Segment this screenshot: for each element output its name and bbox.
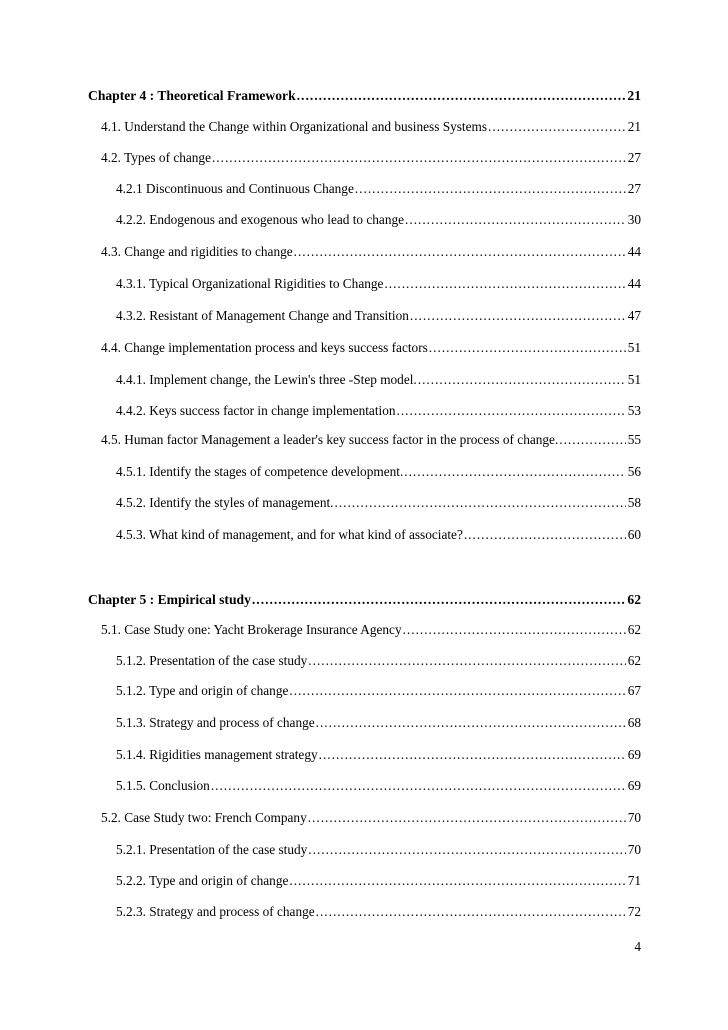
toc-entry-page: 71: [627, 873, 641, 888]
toc-entry-title: Chapter 5 : Empirical study: [88, 592, 251, 607]
toc-leader-dots: [289, 873, 625, 889]
toc-entry-page: 58: [627, 495, 641, 510]
toc-subsection-entry[interactable]: [116, 527, 641, 543]
toc-entry-title: 5.1. Case Study one: Yacht Brokerage Insurance Agency: [101, 622, 402, 637]
toc-entry-page: 51: [627, 372, 641, 387]
toc-subsection-entry[interactable]: [116, 403, 641, 419]
toc-entry-page: 27: [627, 181, 641, 196]
toc-entry-title: 4.2.1 Discontinuous and Continuous Change: [116, 181, 354, 196]
toc-section-entry[interactable]: [101, 244, 641, 260]
toc-entry-page: 67: [627, 683, 641, 698]
toc-entry-title: 5.2.2. Type and origin of change: [116, 873, 289, 888]
toc-leader-dots: [335, 495, 626, 511]
toc-subsection-entry[interactable]: [116, 747, 641, 763]
toc-entry-page: 47: [627, 308, 641, 323]
toc-entry-page: 56: [627, 464, 641, 479]
toc-subsection-entry[interactable]: [116, 372, 641, 388]
toc-entry-title: 5.1.2. Type and origin of change: [116, 683, 289, 698]
toc-entry-title: 4.3. Change and rigidities to change: [101, 244, 293, 259]
toc-entry-title: 4.5.2. Identify the styles of management.: [116, 495, 334, 510]
toc-entry-title: 4.2.2. Endogenous and exogenous who lead to change: [116, 212, 405, 227]
toc-leader-dots: [316, 715, 626, 731]
toc-leader-dots: [429, 340, 626, 356]
toc-leader-dots: [405, 212, 626, 228]
toc-subsection-entry[interactable]: [116, 308, 641, 324]
toc-entry-page: 55: [627, 432, 641, 447]
toc-leader-dots: [464, 527, 626, 543]
toc-chapter-entry[interactable]: [88, 592, 641, 608]
toc-entry-page: 69: [627, 747, 641, 762]
toc-subsection-entry[interactable]: [116, 653, 641, 669]
toc-leader-dots: [355, 181, 626, 197]
toc-entry-title: 4.4.1. Implement change, the Lewin's three -Step model.: [116, 372, 417, 387]
toc-entry-title: 5.2. Case Study two: French Company: [101, 810, 307, 825]
toc-leader-dots: [488, 119, 626, 135]
toc-leader-dots: [403, 622, 626, 638]
toc-entry-page: 51: [627, 340, 641, 355]
toc-entry-title: 4.5.1. Identify the stages of competence development.: [116, 464, 404, 479]
toc-leader-dots: [316, 904, 626, 920]
toc-chapter-entry[interactable]: [88, 88, 641, 104]
toc-leader-dots: [297, 88, 626, 104]
toc-entry-page: 62: [627, 622, 641, 637]
toc-subsection-entry[interactable]: [116, 778, 641, 794]
toc-entry-title: 4.3.1. Typical Organizational Rigidities to Change: [116, 276, 384, 291]
toc-subsection-entry[interactable]: [116, 715, 641, 731]
toc-leader-dots: [289, 683, 625, 699]
toc-section-entry[interactable]: [101, 119, 641, 135]
toc-entry-title: 4.4.2. Keys success factor in change implementation: [116, 403, 396, 418]
toc-entry-page: 62: [627, 653, 641, 668]
toc-leader-dots: [211, 778, 626, 794]
toc-entry-page: 70: [627, 842, 641, 857]
toc-leader-dots: [308, 842, 625, 858]
toc-section-entry[interactable]: [101, 340, 641, 356]
toc-leader-dots: [308, 653, 625, 669]
toc-leader-dots: [308, 810, 626, 826]
toc-subsection-entry[interactable]: [116, 464, 641, 480]
toc-entry-page: 72: [627, 904, 641, 919]
toc-subsection-entry[interactable]: [116, 904, 641, 920]
toc-entry-title: 4.4. Change implementation process and keys success factors: [101, 340, 428, 355]
toc-entry-title: 5.2.3. Strategy and process of change: [116, 904, 315, 919]
toc-entry-title: 5.2.1. Presentation of the case study: [116, 842, 308, 857]
toc-section-entry[interactable]: [101, 150, 641, 166]
toc-leader-dots: [252, 592, 626, 608]
toc-entry-page: 69: [627, 778, 641, 793]
toc-subsection-entry[interactable]: [116, 495, 641, 511]
toc-entry-title: 4.5. Human factor Management a leader's key success factor in the process of change.: [101, 432, 559, 447]
toc-leader-dots: [294, 244, 626, 260]
toc-entry-page: 21: [627, 88, 641, 103]
toc-entry-page: 30: [627, 212, 641, 227]
toc-entry-page: 70: [627, 810, 641, 825]
toc-leader-dots: [404, 464, 625, 480]
toc-entry-page: 21: [627, 119, 641, 134]
toc-leader-dots: [212, 150, 626, 166]
toc-entry-page: 27: [627, 150, 641, 165]
toc-leader-dots: [397, 403, 626, 419]
toc-section-entry[interactable]: [101, 432, 641, 448]
toc-entry-title: 5.1.4. Rigidities management strategy: [116, 747, 318, 762]
toc-leader-dots: [410, 308, 626, 324]
toc-subsection-entry[interactable]: [116, 842, 641, 858]
toc-section-entry[interactable]: [101, 810, 641, 826]
toc-leader-dots: [418, 372, 626, 388]
toc-leader-dots: [559, 432, 625, 448]
toc-entry-title: 5.1.5. Conclusion: [116, 778, 210, 793]
toc-entry-title: 4.5.3. What kind of management, and for what kind of associate?: [116, 527, 463, 542]
toc-section-entry[interactable]: [101, 622, 641, 638]
toc-entry-title: Chapter 4 : Theoretical Framework: [88, 88, 296, 103]
page-number: 4: [634, 939, 641, 954]
toc-subsection-entry[interactable]: [116, 683, 641, 699]
toc-entry-page: 53: [627, 403, 641, 418]
toc-entry-title: 4.2. Types of change: [101, 150, 211, 165]
toc-entry-page: 62: [627, 592, 641, 607]
toc-entry-title: 5.1.3. Strategy and process of change: [116, 715, 315, 730]
toc-leader-dots: [319, 747, 626, 763]
toc-entry-page: 60: [627, 527, 641, 542]
toc-leader-dots: [384, 276, 625, 292]
toc-subsection-entry[interactable]: [116, 212, 641, 228]
toc-entry-title: 4.1. Understand the Change within Organizational and business Systems: [101, 119, 488, 134]
toc-subsection-entry[interactable]: [116, 276, 641, 292]
toc-entry-title: 5.1.2. Presentation of the case study: [116, 653, 308, 668]
toc-entry-page: 44: [627, 244, 641, 259]
toc-subsection-entry[interactable]: [116, 873, 641, 889]
toc-entry-title: 4.3.2. Resistant of Management Change and Transition: [116, 308, 409, 323]
toc-entry-page: 44: [627, 276, 641, 291]
toc-entry-page: 68: [627, 715, 641, 730]
toc-subsection-entry[interactable]: [116, 181, 641, 197]
